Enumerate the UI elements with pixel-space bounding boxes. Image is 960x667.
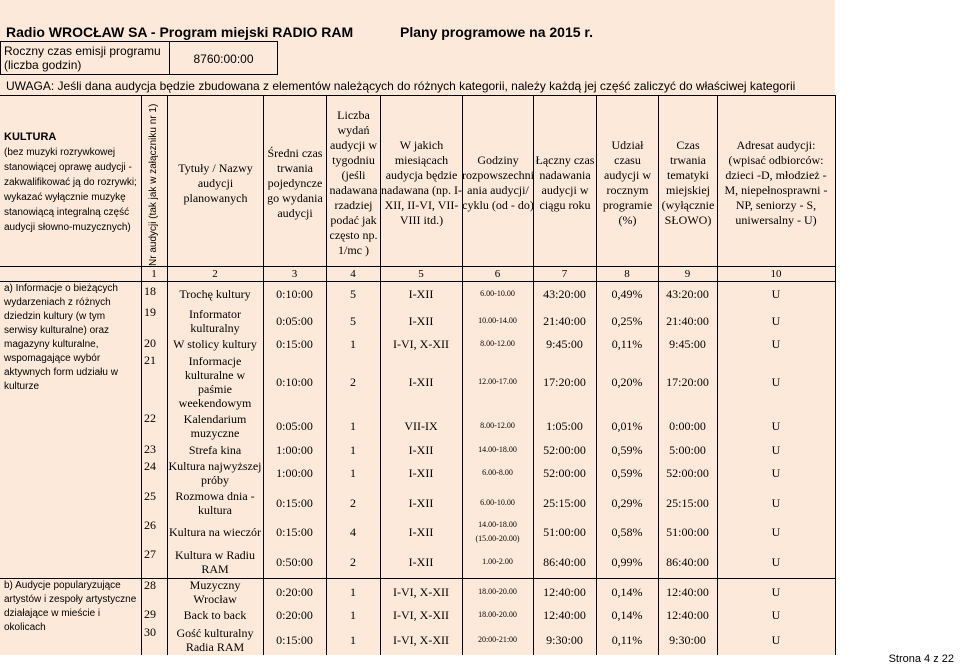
row-months: [380, 607, 462, 623]
row-freq-value: 1: [350, 419, 356, 433]
row-dur: [263, 607, 326, 623]
row-dur: [263, 411, 326, 441]
row-hours-value: 12.00-17.00: [478, 377, 517, 386]
row-addr-value: U: [771, 555, 781, 569]
row-dur-value: 0:50:00: [276, 555, 313, 569]
row-number: 23: [144, 442, 156, 456]
row-dur-value: 0:15:00: [276, 633, 313, 647]
row-total-value: 12:40:00: [543, 585, 586, 599]
row-city: [658, 518, 717, 546]
row-dur-value: 0:10:00: [276, 375, 313, 389]
row-dur: [263, 518, 326, 546]
row-number: 26: [144, 518, 156, 532]
row-city: [658, 411, 717, 441]
row-freq-value: 5: [350, 287, 356, 301]
row-dur-value: 0:15:00: [276, 496, 313, 510]
row-hours: [462, 518, 533, 546]
row-total-value: 12:40:00: [543, 608, 586, 622]
row-dur-value: 1:00:00: [276, 443, 313, 457]
row-hours-value: 1.00-2.00: [482, 557, 513, 566]
row-total-value: 43:20:00: [543, 287, 586, 301]
row-city: [658, 489, 717, 517]
row-title: W stolicy kultury: [173, 337, 257, 351]
row-months: [380, 336, 462, 352]
row-city: [658, 336, 717, 352]
row-hours-value: 6.00-10.00: [480, 498, 515, 507]
row-months-value: I-XII: [408, 555, 434, 569]
row-total: [533, 305, 596, 337]
row-total: [533, 607, 596, 623]
row-hours-value: 6.00-8.00: [482, 468, 513, 477]
row-total-value: 52:00:00: [543, 443, 586, 457]
row-city-value: 51:00:00: [666, 525, 709, 539]
row-number: 21: [144, 353, 156, 367]
row-hours: [462, 284, 533, 304]
row-months: [380, 518, 462, 546]
document-title: Radio WROCŁAW SA - Program miejski RADIO RAM Plany programowe na 2015 r.: [6, 24, 593, 40]
row-share-value: 0,99%: [611, 555, 643, 569]
row-total-value: 51:00:00: [543, 525, 586, 539]
row-share-value: 0,20%: [611, 375, 643, 389]
row-addr-value: U: [771, 287, 781, 301]
row-dur: [263, 353, 326, 411]
row-dur: [263, 625, 326, 655]
row-freq: [326, 336, 380, 352]
row-freq-value: 2: [350, 375, 356, 389]
row-divider: [0, 266, 835, 267]
row-months: [380, 442, 462, 458]
row-title: Strefa kina: [188, 443, 242, 457]
row-dur: [263, 336, 326, 352]
row-number: 28: [144, 578, 156, 592]
row-months-value: I-XII: [408, 443, 434, 457]
row-city-value: 52:00:00: [666, 466, 709, 480]
row-total-value: 25:15:00: [543, 496, 586, 510]
row-addr: [717, 336, 835, 352]
row-hours: [462, 442, 533, 458]
row-title: Informator kulturalny: [189, 307, 241, 335]
row-total: [533, 578, 596, 606]
row-freq: [326, 578, 380, 606]
row-months: [380, 411, 462, 441]
row-city: [658, 442, 717, 458]
row-freq: [326, 547, 380, 577]
row-total: [533, 442, 596, 458]
row-total: [533, 625, 596, 655]
row-dur: [263, 442, 326, 458]
row-share-value: 0,01%: [611, 419, 643, 433]
row-addr: [717, 353, 835, 411]
row-freq: [326, 305, 380, 337]
row-total: [533, 518, 596, 546]
row-number: 25: [144, 489, 156, 503]
row-share: [596, 353, 658, 411]
row-months: [380, 578, 462, 606]
row-title: Back to back: [183, 608, 247, 622]
row-months-value: I-XII: [408, 375, 434, 389]
col-number: 5: [418, 268, 424, 280]
row-addr: [717, 305, 835, 337]
row-share: [596, 336, 658, 352]
row-title: Muzyczny Wrocław: [189, 578, 241, 606]
row-share: [596, 459, 658, 487]
row-total: [533, 411, 596, 441]
row-freq: [326, 489, 380, 517]
row-share-value: 0,11%: [611, 633, 643, 647]
row-city: [658, 607, 717, 623]
row-city-value: 86:40:00: [666, 555, 709, 569]
row-city: [658, 353, 717, 411]
row-hours: [462, 336, 533, 352]
row-city-value: 43:20:00: [666, 287, 709, 301]
row-title: Kalendarium muzyczne: [183, 412, 247, 440]
row-dur: [263, 489, 326, 517]
row-total: [533, 284, 596, 304]
header-share: Udział czasu audycji w rocznym programie (%): [602, 138, 653, 227]
row-months-value: I-VI, X-XII: [393, 633, 449, 647]
row-addr-value: U: [771, 443, 781, 457]
row-share-value: 0,59%: [611, 443, 643, 457]
row-total: [533, 547, 596, 577]
row-city-value: 25:15:00: [666, 496, 709, 510]
row-hours: [462, 607, 533, 623]
row-addr-value: U: [771, 466, 781, 480]
row-title: Kultura w Radiu RAM: [175, 548, 255, 576]
category-a: a) Informacje o bieżących wydarzeniach z różnych dziedzin kultury (w tym serwisy kulturalne) oraz magazyny kulturalne, wspomagające wybór aktywnych form udziału w kulturze: [4, 283, 118, 392]
row-total-value: 21:40:00: [543, 314, 586, 328]
row-number: 30: [144, 625, 156, 639]
row-number: 20: [144, 336, 156, 350]
row-months: [380, 489, 462, 517]
row-city-value: 12:40:00: [666, 608, 709, 622]
row-dur-value: 0:20:00: [276, 608, 313, 622]
row-freq-value: 1: [350, 337, 356, 351]
row-freq-value: 1: [350, 443, 356, 457]
category-b: b) Audycje popularyzujące artystów i zespoły artystyczne działające w mieście i okolicach: [4, 580, 137, 633]
row-share: [596, 518, 658, 546]
row-freq: [326, 284, 380, 304]
row-addr: [717, 459, 835, 487]
row-city: [658, 459, 717, 487]
row-share: [596, 578, 658, 606]
plan-title: Plany programowe na 2015 r.: [400, 24, 593, 40]
header-audience: Adresat audycji: (wpisać odbiorców: dzieci -D, młodzież - M, niepełnosprawni - NP, seniorzy - S, uniwersalny - U): [724, 138, 828, 227]
row-addr: [717, 284, 835, 304]
row-months: [380, 305, 462, 337]
row-addr: [717, 625, 835, 655]
row-months-value: I-XII: [408, 525, 434, 539]
row-share-value: 0,25%: [611, 314, 643, 328]
row-share: [596, 442, 658, 458]
row-total-value: 52:00:00: [543, 466, 586, 480]
row-hours: [462, 578, 533, 606]
row-total-value: 86:40:00: [543, 555, 586, 569]
row-freq-value: 1: [350, 608, 356, 622]
row-freq: [326, 411, 380, 441]
row-city: [658, 547, 717, 577]
row-months-value: I-VI, X-XII: [393, 585, 449, 599]
row-months-value: I-XII: [408, 287, 434, 301]
row-addr-value: U: [771, 496, 781, 510]
row-city-value: 5:00:00: [669, 443, 706, 457]
row-addr: [717, 547, 835, 577]
row-title: Gość kulturalny Radia RAM: [176, 626, 254, 654]
row-number: 24: [144, 459, 156, 473]
row-dur: [263, 284, 326, 304]
row-dur-value: 1:00:00: [276, 466, 313, 480]
row-freq: [326, 459, 380, 487]
annual-time-value: 8760:00:00: [170, 41, 278, 75]
row-number: 18: [144, 284, 156, 298]
row-months: [380, 625, 462, 655]
row-hours: [462, 353, 533, 411]
row-share-value: 0,14%: [611, 608, 643, 622]
row-city-value: 17:20:00: [666, 375, 709, 389]
row-title: Kultura najwyższej próby: [168, 459, 262, 487]
row-dur: [263, 459, 326, 487]
row-city-value: 0:00:00: [669, 419, 706, 433]
row-dur-value: 0:15:00: [276, 525, 313, 539]
row-dur-value: 0:10:00: [276, 287, 313, 301]
row-total: [533, 353, 596, 411]
row-hours-alt-value: (15.00-20.00): [475, 534, 520, 543]
col-number: 6: [494, 268, 501, 280]
row-dur-value: 0:05:00: [276, 314, 313, 328]
row-addr-value: U: [771, 337, 781, 351]
row-share: [596, 607, 658, 623]
row-share: [596, 305, 658, 337]
row-share-value: 0,11%: [611, 337, 643, 351]
header-hours: Godziny rozpowszechni ania audycji/ cyklu (od - do): [462, 153, 534, 212]
row-dur-value: 0:15:00: [276, 337, 313, 351]
row-hours-value: 18.00-20.00: [478, 587, 517, 596]
row-dur-value: 0:05:00: [276, 419, 313, 433]
row-months-value: I-XII: [408, 466, 434, 480]
kultura-header: KULTURA (bez muzyki rozrywkowej stanowiącej oprawę audycji - zakwalifikować ją do rozrywki; wykazać wyłącznie muzykę stanowiącą integralną część audycji słowno-muzycznych): [4, 131, 137, 233]
col-divider: [835, 95, 836, 655]
col-number: 7: [561, 268, 568, 280]
annual-time-label: Roczny czas emisji programu (liczba godzin): [0, 41, 170, 75]
row-city-value: 9:45:00: [669, 337, 706, 351]
row-addr-value: U: [771, 375, 781, 389]
row-hours-value: 14.00-18.00: [478, 445, 517, 454]
header-city-time: Czas trwania tematyki miejskiej (wyłącznie SŁOWO): [661, 138, 715, 227]
col-number: 2: [212, 268, 218, 280]
row-addr-value: U: [771, 419, 781, 433]
row-number: 29: [144, 607, 156, 621]
row-hours-value: 10.00-14.00: [478, 316, 517, 325]
row-total: [533, 489, 596, 517]
row-share-value: 0,58%: [611, 525, 643, 539]
row-title: Informacje kulturalne w paśmie weekendowym: [178, 354, 252, 410]
row-share-value: 0,49%: [611, 287, 643, 301]
col-number: 10: [770, 268, 782, 280]
row-share-value: 0,14%: [611, 585, 643, 599]
row-number: 27: [144, 547, 156, 561]
row-addr-value: U: [771, 314, 781, 328]
row-addr-value: U: [771, 633, 781, 647]
row-freq-value: 1: [350, 585, 356, 599]
row-share: [596, 284, 658, 304]
row-freq: [326, 518, 380, 546]
row-addr: [717, 489, 835, 517]
row-freq: [326, 353, 380, 411]
row-addr: [717, 411, 835, 441]
row-hours: [462, 459, 533, 487]
row-months-value: I-VI, X-XII: [393, 337, 449, 351]
row-total-value: 9:45:00: [546, 337, 583, 351]
row-share: [596, 411, 658, 441]
row-dur: [263, 578, 326, 606]
row-months: [380, 284, 462, 304]
col-number: 3: [291, 268, 298, 280]
row-freq: [326, 607, 380, 623]
nr-header: Nr audycji (tak jak w załączniku nr 1): [148, 103, 159, 266]
page-footer: Strona 4 z 22: [888, 653, 954, 665]
row-hours: [462, 625, 533, 655]
col-number: 4: [350, 268, 356, 280]
row-months-value: I-XII: [408, 314, 434, 328]
row-total: [533, 336, 596, 352]
col-number: 1: [151, 268, 157, 280]
row-addr: [717, 607, 835, 623]
row-share: [596, 625, 658, 655]
row-total-value: 1:05:00: [546, 419, 583, 433]
row-freq-value: 2: [350, 555, 356, 569]
row-months-value: I-VI, X-XII: [393, 608, 449, 622]
row-hours-value: 6.00-10.00: [480, 289, 515, 298]
row-months: [380, 547, 462, 577]
row-months: [380, 459, 462, 487]
row-hours-value: 8.00-12.00: [480, 421, 515, 430]
row-number: 22: [144, 411, 156, 425]
row-share: [596, 489, 658, 517]
row-months-value: I-XII: [408, 496, 434, 510]
col-divider: [141, 95, 142, 655]
header-frequency: Liczba wydań audycji w tygodniu (jeśli nadawana rzadziej podać jak często np. 1/mc ): [329, 108, 378, 257]
row-freq: [326, 442, 380, 458]
row-share: [596, 547, 658, 577]
row-freq-value: 5: [350, 314, 356, 328]
row-freq: [326, 625, 380, 655]
row-freq-value: 4: [350, 525, 356, 539]
row-city: [658, 305, 717, 337]
row-hours: [462, 547, 533, 577]
row-city: [658, 625, 717, 655]
row-title: Trochę kultury: [179, 287, 251, 301]
row-hours-value: 18.00-20.00: [478, 610, 517, 619]
row-share-value: 0,59%: [611, 466, 643, 480]
row-freq-value: 1: [350, 633, 356, 647]
col-number: 8: [624, 268, 630, 280]
row-hours: [462, 489, 533, 517]
row-addr: [717, 442, 835, 458]
row-share-value: 0,29%: [611, 496, 643, 510]
row-addr-value: U: [771, 525, 781, 539]
row-total: [533, 459, 596, 487]
row-addr-value: U: [771, 608, 781, 622]
row-city-value: 9:30:00: [669, 633, 706, 647]
row-dur: [263, 305, 326, 337]
note-text: UWAGA: Jeśli dana audycja będzie zbudowana z elementów należących do różnych kategorii, należy każdą jej część zaliczyć do właściwej kategorii: [6, 79, 796, 93]
row-total-value: 9:30:00: [546, 633, 583, 647]
header-total-time: Łączny czas nadawania audycji w ciągu roku: [535, 153, 595, 212]
row-total-value: 17:20:00: [543, 375, 586, 389]
row-freq-value: 1: [350, 466, 356, 480]
row-title: Rozmowa dnia - kultura: [175, 489, 255, 517]
header-titles: Tytuły / Nazwy audycji planowanych: [178, 160, 253, 205]
row-months-value: VII-IX: [404, 419, 438, 433]
row-addr-value: U: [771, 585, 781, 599]
row-addr: [717, 578, 835, 606]
row-city-value: 21:40:00: [666, 314, 709, 328]
row-hours-value: 8.00-12.00: [480, 339, 515, 348]
row-hours: [462, 411, 533, 441]
row-hours-value: 20:00-21:00: [477, 635, 518, 644]
row-number: 19: [144, 305, 156, 319]
header-duration: Średni czas trwania pojedyncze go wydania audycji: [267, 145, 323, 220]
row-city: [658, 578, 717, 606]
header-months: W jakich miesiącach audycja będzie nadawana (np. I-XII, II-VI, VII-VIII itd.): [381, 138, 462, 227]
row-addr: [717, 518, 835, 546]
row-freq-value: 2: [350, 496, 356, 510]
row-hours: [462, 305, 533, 337]
row-months: [380, 353, 462, 411]
row-dur-value: 0:20:00: [276, 585, 313, 599]
row-hours-value: 14.00-18.00: [478, 520, 517, 529]
col-number: 9: [684, 268, 691, 280]
row-city-value: 12:40:00: [666, 585, 709, 599]
row-title: Kultura na wieczór: [169, 525, 261, 539]
row-city: [658, 284, 717, 304]
row-dur: [263, 547, 326, 577]
